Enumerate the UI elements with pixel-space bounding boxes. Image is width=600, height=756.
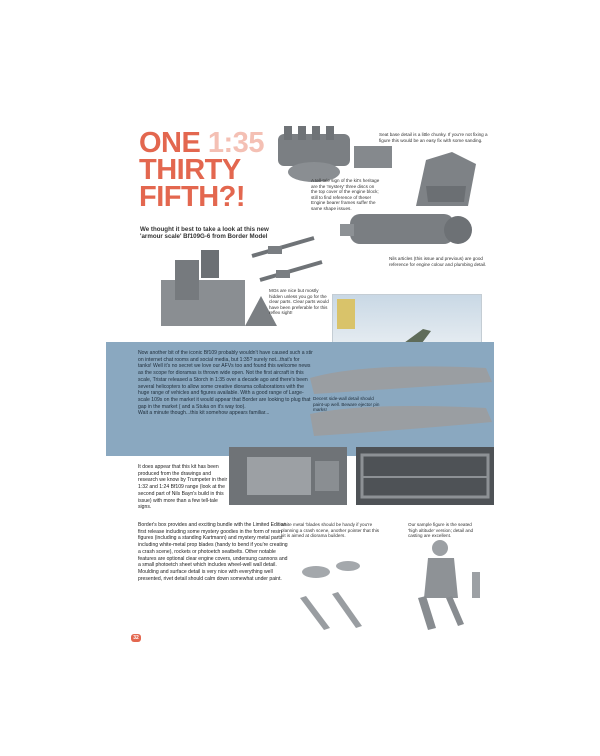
figure-leg	[446, 596, 464, 626]
prop-blade	[300, 596, 330, 630]
sprue-illustration	[356, 447, 494, 505]
page-title	[139, 127, 264, 213]
caption-engine: A tell-tale sign of the kit's heritage are the 'mystery' three discs on the top cover of the engine block; still to find reference of these! Engine bearer frames suffer the same shape issues.	[311, 178, 380, 211]
body-paragraph-2: Border's box provides and exciting bundle with the Limited Edition first release including some mystery goodies in the form of resin figures (including a standing Kartmann) and mystery metal parts including white-metal prop blades (handy to bend if you're creating a crash scene), rockets or photoetch seatbelts. Other notable features are optional clear engine covers, undersung cannons and a small photoetch sheet which includes wheel-well wall detail. Moulding and surface detail is very nice with everything well presented, rivet detail should calm down somewhat under paint.	[138, 522, 288, 582]
engine-frame-photo	[141, 246, 281, 336]
engine-cylinder	[312, 126, 320, 140]
cockpit-parts-illustration	[229, 447, 347, 505]
engine-side-photo	[336, 200, 486, 260]
fuselage-half-top	[310, 366, 492, 394]
caption-wheels: white metal 'blades should be handy if you're planning a crash scene, another pointer that this kit is aimed at diorama builders.	[281, 522, 380, 539]
engine-cylinder	[284, 126, 292, 140]
intro-text: We thought it best to take a look at this new 'armour scale' Bf109G-6 from Border Model	[140, 226, 269, 241]
caption-nils: Nils articles (this issue and previous) are good reference for engine colour and plumbing detail.	[389, 256, 487, 267]
sprue-photo	[356, 447, 494, 505]
caption-wing: Decent side-wall detail should paint-up well. Beware ejector pin marks!	[313, 396, 380, 413]
wheel	[336, 561, 360, 571]
canopy-part	[247, 457, 311, 495]
engine-reduction-gear	[444, 216, 472, 244]
title-word-one: ONE	[139, 127, 201, 159]
frame-upright	[175, 260, 199, 300]
prop-blade	[332, 592, 362, 628]
band-paragraph-1: Now another bit of the iconic Bf109 probably wouldn't have caused such a stir on internet chat rooms and social media, but 1:35? surely not...that's for tanks! Well it's no secret we love our AFVs too and found this welcome news as the scope for dioramas is thrown wide open. Not the first aircraft in this scale, Tristar released a Storch in 1:35 over a decade ago and there's been several helicopters to allow some creative diorama collaborations with the huge range of vehicles and figures available. With a good range of Large-scale 109s on the market it would appear that Border are looking to plug that gap in the market ( and a Stuka on it's way too).	[138, 350, 313, 410]
caption-figure: Our sample figure is the seated 'high altitude' version; detail and casting are excellent.	[408, 522, 474, 539]
frame-upright	[201, 250, 219, 278]
engine-side-block	[350, 214, 454, 244]
caption-mgs: MGs are nice but mostly hidden unless you go for the clear parts. Clear parts would have been preferable for this reflex sight!	[269, 288, 329, 316]
title-line-2: THIRTY	[139, 154, 241, 186]
figure-leg	[418, 596, 436, 630]
figure-head	[432, 540, 448, 556]
engine-cylinder	[298, 126, 306, 140]
small-metal-part	[472, 572, 480, 598]
cockpit-parts-photo	[229, 447, 347, 505]
caption-seat: Seat base detail is a little chunky. If you're not fixing a figure this would be an easy fix with some sanding.	[379, 132, 488, 143]
small-part	[315, 461, 339, 491]
wheel	[302, 566, 330, 578]
body-paragraph-1: It does appear that this kit has been produced from the drawings and research we know by Trumpeter in their 1:32 and 1:24 Bf109 range (look at the second part of Nils Bayn's build in this issue) with more than a few tell-tale signs.	[138, 464, 228, 511]
title-line-3: FIFTH?!	[139, 181, 246, 213]
figure-photo	[402, 536, 492, 636]
engine-mount	[354, 146, 392, 168]
page-number: 32	[131, 634, 141, 642]
magazine-page	[106, 104, 494, 652]
band-paragraph	[138, 350, 314, 417]
frame-body	[161, 280, 245, 326]
engine-cylinder	[326, 126, 334, 140]
wheels-photo	[286, 544, 386, 634]
engine-rear	[340, 224, 354, 236]
title-scale: 1:35	[200, 127, 264, 159]
figure-body	[424, 558, 458, 598]
band-paragraph-2: Wait a minute though...this kit somehow appears familiar...	[138, 410, 270, 417]
